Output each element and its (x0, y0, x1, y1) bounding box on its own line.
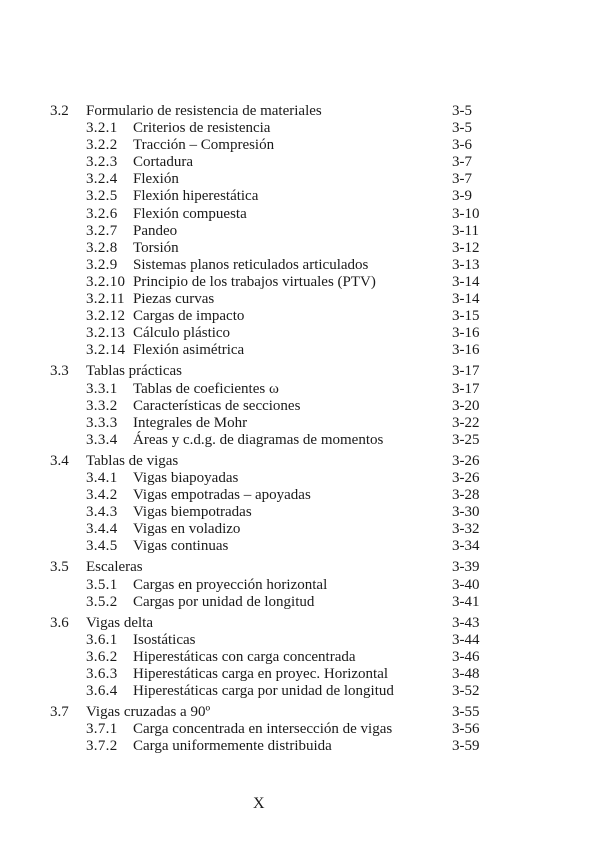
entry-title: Carga uniformemente distribuida (133, 738, 332, 755)
entry-title: Piezas curvas (133, 291, 215, 308)
entry-number: 3.6 (50, 614, 69, 631)
entry-page: 3-17 (452, 363, 480, 380)
toc-subsection (50, 325, 490, 342)
toc-subsection (50, 137, 490, 154)
toc-subsection (50, 538, 490, 555)
entry-title: Sistemas planos reticulados articulados (133, 256, 369, 273)
entry-title: Tracción – Compresión (133, 137, 275, 154)
entry-title: Integrales de Mohr (133, 414, 248, 431)
entry-number: 3.2.8 (86, 239, 118, 256)
entry-number: 3.2.12 (86, 308, 126, 325)
toc-section (50, 453, 490, 470)
entry-number: 3.3.4 (86, 431, 118, 448)
toc-section (50, 103, 490, 120)
entry-title: Cálculo plástico (133, 325, 231, 342)
entry-title: Escaleras (86, 559, 143, 576)
toc-subsection (50, 432, 490, 449)
entry-number: 3.3.3 (86, 414, 118, 431)
entry-title: Vigas delta (86, 614, 153, 631)
table-of-contents (50, 103, 490, 755)
entry-page: 3-55 (452, 704, 480, 721)
toc-subsection (50, 188, 490, 205)
entry-title: Hiperestáticas carga en proyec. Horizontal (133, 666, 389, 682)
toc-subsection (50, 666, 490, 683)
entry-number: 3.2.1 (86, 120, 118, 137)
toc-subsection (50, 257, 490, 274)
entry-number: 3.2.3 (86, 154, 118, 171)
entry-page: 3-40 (452, 576, 480, 593)
entry-page: 3-11 (452, 222, 479, 239)
toc-subsection (50, 308, 490, 325)
entry-number: 3.4.2 (86, 487, 118, 504)
toc-subsection (50, 632, 490, 649)
entry-title: Vigas cruzadas a 90º (86, 704, 211, 721)
entry-number: 3.3.2 (86, 397, 118, 414)
entry-page: 3-17 (452, 380, 480, 397)
toc-subsection (50, 721, 490, 738)
entry-page: 3-20 (452, 397, 480, 414)
entry-page: 3-5 (452, 103, 472, 119)
entry-title: Hiperestáticas con carga concentrada (133, 648, 356, 665)
entry-page: 3-9 (452, 188, 472, 205)
entry-title: Vigas empotradas – apoyadas (133, 487, 311, 504)
entry-title: Cargas de impacto (133, 308, 245, 325)
entry-number: 3.7.1 (86, 721, 118, 738)
toc-subsection (50, 738, 490, 755)
toc-section (50, 559, 490, 576)
entry-title: Principio de los trabajos virtuales (PTV) (133, 273, 376, 290)
toc-section (50, 704, 490, 721)
entry-title: Hiperestáticas carga por unidad de longitud (133, 683, 394, 700)
entry-number: 3.2.7 (86, 222, 118, 239)
entry-title: Formulario de resistencia de materiales (86, 103, 322, 119)
entry-page: 3-28 (452, 487, 480, 504)
entry-title: Criterios de resistencia (133, 120, 271, 137)
toc-subsection (50, 415, 490, 432)
entry-number: 3.5.1 (86, 576, 118, 593)
toc-subsection (50, 120, 490, 137)
entry-page: 3-48 (452, 666, 480, 682)
toc-subsection (50, 381, 490, 398)
entry-number: 3.3 (50, 363, 69, 380)
toc-section (50, 615, 490, 632)
entry-title: Cargas en proyección horizontal (133, 576, 328, 593)
toc-subsection (50, 206, 490, 223)
toc-subsection (50, 594, 490, 611)
toc-subsection (50, 521, 490, 538)
entry-number: 3.2.2 (86, 137, 118, 154)
entry-number: 3.4 (50, 452, 69, 469)
entry-title: Isostáticas (133, 631, 196, 648)
entry-title: Tablas de vigas (86, 452, 179, 469)
entry-page: 3-13 (452, 256, 480, 273)
entry-number: 3.2.11 (86, 291, 125, 308)
entry-title: Flexión asimétrica (133, 342, 245, 359)
entry-title: Vigas continuas (133, 538, 229, 555)
entry-number: 3.2.4 (86, 171, 118, 188)
entry-page: 3-56 (452, 721, 480, 738)
entry-number: 3.2.9 (86, 256, 118, 273)
toc-subsection (50, 291, 490, 308)
toc-subsection (50, 683, 490, 700)
toc-subsection (50, 577, 490, 594)
entry-title: Flexión (133, 171, 179, 188)
entry-title: Flexión compuesta (133, 205, 247, 222)
entry-title: Carga concentrada en intersección de vigas (133, 721, 393, 738)
entry-number: 3.2.14 (86, 342, 126, 359)
entry-number: 3.4.3 (86, 504, 118, 521)
entry-title: Vigas biapoyadas (133, 469, 239, 486)
entry-number: 3.4.4 (86, 521, 118, 538)
entry-page: 3-44 (452, 631, 480, 648)
entry-title: Vigas en voladizo (133, 521, 241, 538)
entry-page: 3-10 (452, 205, 480, 222)
entry-page: 3-7 (452, 154, 472, 171)
toc-section (50, 363, 490, 380)
entry-title: Pandeo (133, 222, 178, 239)
entry-number: 3.2.6 (86, 205, 118, 222)
entry-page: 3-14 (452, 291, 480, 308)
entry-number: 3.2 (50, 103, 69, 119)
entry-title: Áreas y c.d.g. de diagramas de momentos (133, 431, 384, 448)
entry-title: Flexión hiperestática (133, 188, 259, 205)
entry-number: 3.7.2 (86, 738, 118, 755)
entry-page: 3-22 (452, 414, 480, 431)
entry-title: Torsión (133, 239, 179, 256)
toc-subsection (50, 223, 490, 240)
toc-subsection (50, 504, 490, 521)
toc-subsection (50, 487, 490, 504)
entry-number: 3.5.2 (86, 593, 118, 610)
entry-number: 3.5 (50, 559, 69, 576)
entry-number: 3.6.1 (86, 631, 118, 648)
entry-page: 3-14 (452, 273, 480, 290)
entry-number: 3.7 (50, 704, 69, 721)
entry-page: 3-43 (452, 614, 480, 631)
entry-page: 3-6 (452, 137, 472, 154)
entry-page: 3-7 (452, 171, 472, 188)
entry-number: 3.6.2 (86, 648, 118, 665)
toc-subsection (50, 274, 490, 291)
entry-title: Vigas biempotradas (133, 504, 252, 521)
entry-page: 3-30 (452, 504, 480, 521)
entry-page: 3-39 (452, 559, 480, 576)
entry-page: 3-12 (452, 239, 480, 256)
entry-page: 3-16 (452, 325, 480, 342)
entry-number: 3.4.1 (86, 469, 118, 486)
entry-page: 3-15 (452, 308, 480, 325)
entry-page: 3-25 (452, 431, 480, 448)
toc-subsection (50, 342, 490, 359)
toc-subsection (50, 154, 490, 171)
entry-title: Cargas por unidad de longitud (133, 593, 315, 610)
toc-subsection (50, 398, 490, 415)
entry-number: 3.2.10 (86, 273, 126, 290)
entry-page: 3-46 (452, 648, 480, 665)
page-number: X (253, 795, 265, 812)
entry-title: Cortadura (133, 154, 193, 171)
entry-page: 3-59 (452, 738, 480, 755)
entry-page: 3-41 (452, 593, 480, 610)
entry-page: 3-26 (452, 469, 480, 486)
toc-subsection (50, 240, 490, 257)
toc-subsection (50, 649, 490, 666)
entry-number: 3.3.1 (86, 380, 118, 397)
entry-number: 3.2.5 (86, 188, 118, 205)
entry-number: 3.4.5 (86, 538, 118, 555)
entry-page: 3-5 (452, 120, 472, 137)
entry-title: Tablas de coeficientes ω (133, 380, 279, 397)
entry-title: Tablas prácticas (86, 363, 182, 380)
entry-page: 3-26 (452, 452, 480, 469)
entry-title: Características de secciones (133, 397, 301, 414)
entry-number: 3.6.3 (86, 666, 118, 682)
entry-number: 3.2.13 (86, 325, 126, 342)
entry-page: 3-16 (452, 342, 480, 359)
entry-page: 3-34 (452, 538, 480, 555)
entry-page: 3-32 (452, 521, 480, 538)
entry-page: 3-52 (452, 683, 480, 700)
toc-subsection (50, 470, 490, 487)
toc-subsection (50, 171, 490, 188)
entry-number: 3.6.4 (86, 683, 118, 700)
